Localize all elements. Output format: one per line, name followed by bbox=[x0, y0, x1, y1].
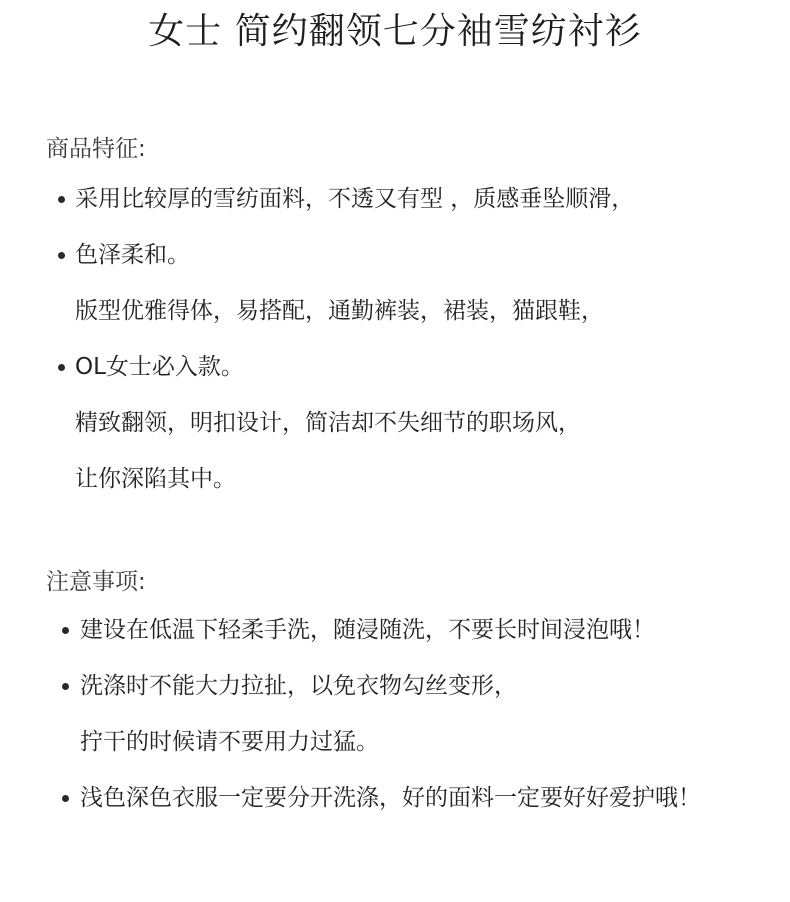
feature-line: 色泽柔和。 bbox=[75, 242, 190, 268]
note-line: 洗涤时不能大力拉扯，以免衣物勾丝变形， bbox=[80, 673, 517, 699]
feature-line: 精致翻领，明扣设计，简洁却不失细节的职场风， bbox=[75, 410, 581, 436]
note-line: 建设在低温下轻柔手洗，随浸随洗，不要长时间浸泡哦！ bbox=[80, 617, 655, 643]
feature-line: 版型优雅得体，易搭配，通勤裤装，裙装，猫跟鞋， bbox=[75, 298, 604, 324]
bullet-dot bbox=[58, 364, 65, 371]
bullet-dot bbox=[58, 196, 65, 203]
feature-line: 采用比较厚的雪纺面料，不透又有型 ，质感垂坠顺滑， bbox=[75, 186, 635, 212]
bullet-dot bbox=[62, 795, 69, 802]
note-line: 浅色深色衣服一定要分开洗涤，好的面料一定要好好爱护哦！ bbox=[80, 785, 701, 811]
bullet-dot bbox=[62, 683, 69, 690]
notes-heading: 注意事项: bbox=[46, 569, 146, 595]
feature-line: OL女士必入款。 bbox=[75, 354, 244, 380]
note-line: 拧干的时候请不要用力过猛。 bbox=[80, 729, 379, 755]
bullet-dot bbox=[62, 627, 69, 634]
page-title: 女士 简约翻领七分袖雪纺衬衫 bbox=[148, 11, 642, 52]
bullet-dot bbox=[58, 252, 65, 259]
feature-line: 让你深陷其中。 bbox=[75, 466, 236, 492]
features-heading: 商品特征: bbox=[46, 136, 146, 162]
